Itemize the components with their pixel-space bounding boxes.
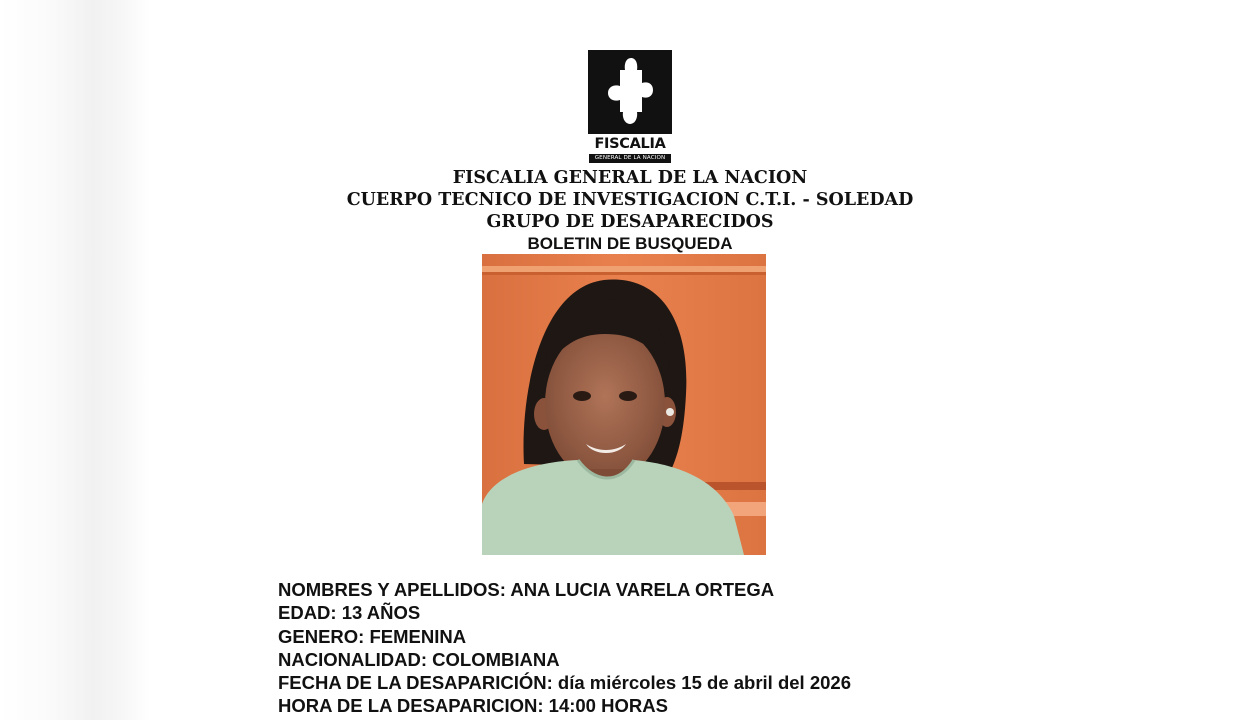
logo-subtitle: GENERAL DE LA NACION bbox=[589, 154, 671, 163]
detail-disappearance-time bbox=[278, 695, 1178, 717]
detail-label: HORA DE LA DESAPARICION: bbox=[278, 695, 544, 716]
detail-label: FECHA DE LA DESAPARICIÓN: bbox=[278, 672, 553, 693]
detail-value: 14:00 HORAS bbox=[548, 695, 668, 716]
detail-age bbox=[278, 602, 1178, 624]
page-edge-shadow bbox=[0, 0, 150, 720]
detail-label: GENERO: bbox=[278, 626, 365, 647]
heading-group: GRUPO DE DESAPARECIDOS bbox=[486, 212, 774, 232]
detail-value: FEMENINA bbox=[369, 626, 467, 647]
missing-person-photo bbox=[482, 254, 766, 555]
detail-label: NOMBRES Y APELLIDOS: bbox=[278, 579, 506, 600]
bulletin-title: BOLETIN DE BUSQUEDA bbox=[527, 234, 733, 253]
detail-value: COLOMBIANA bbox=[432, 649, 560, 670]
detail-value: ANA LUCIA VARELA ORTEGA bbox=[510, 579, 775, 600]
detail-full-name bbox=[278, 579, 1178, 601]
logo-wordmark: FISCALIA bbox=[594, 136, 666, 152]
detail-nationality bbox=[278, 649, 1178, 671]
fiscalia-logo bbox=[588, 50, 672, 165]
detail-value: 13 AÑOS bbox=[341, 602, 421, 623]
heading-institution: FISCALIA GENERAL DE LA NACION bbox=[452, 168, 808, 188]
puzzle-piece-icon bbox=[588, 50, 672, 134]
detail-label: NACIONALIDAD: bbox=[278, 649, 428, 670]
detail-gender bbox=[278, 626, 1178, 648]
detail-value: día miércoles 15 de abril del 2026 bbox=[557, 672, 851, 693]
detail-disappearance-date bbox=[278, 672, 1178, 694]
heading-unit: CUERPO TECNICO DE INVESTIGACION C.T.I. - SOLEDAD bbox=[346, 190, 914, 210]
detail-label: EDAD: bbox=[278, 602, 337, 623]
